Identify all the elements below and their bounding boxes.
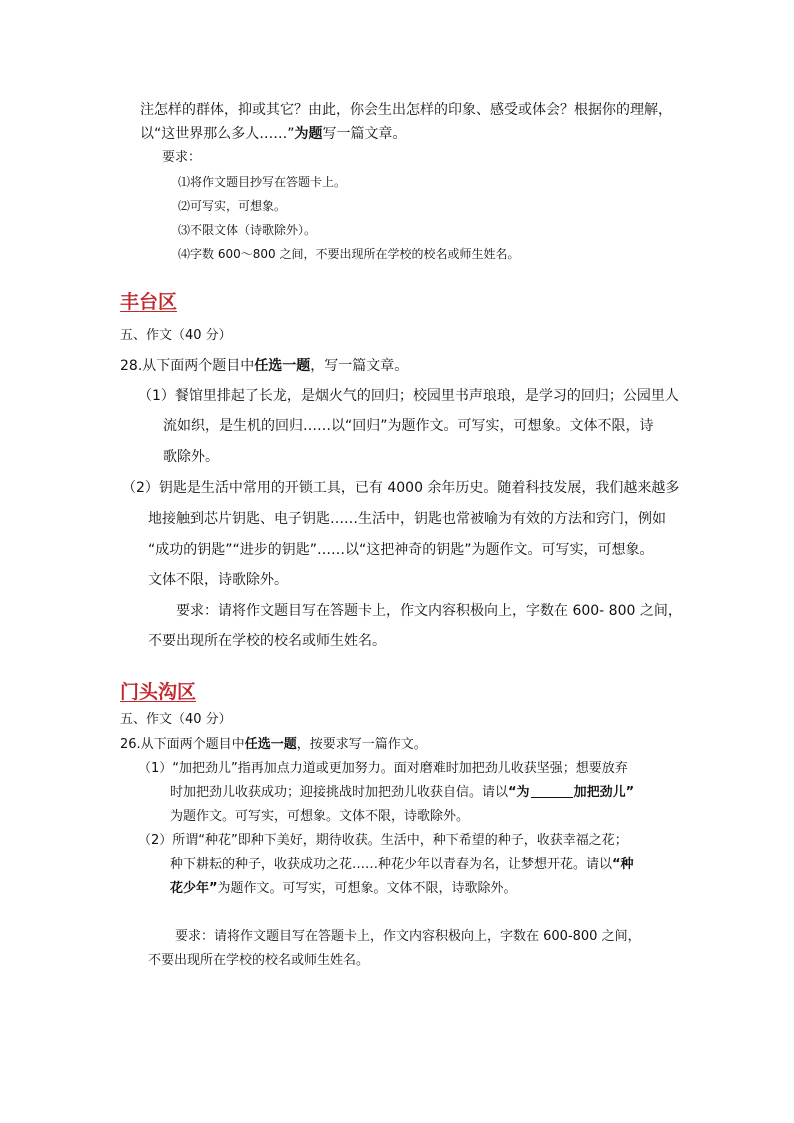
requirement-item: ⑴将作文题目抄写在答题卡上。 bbox=[178, 175, 347, 189]
part-title: 五、作文（40 分） bbox=[120, 328, 232, 343]
requirement-item: ⑵可写实，可想象。 bbox=[178, 199, 287, 213]
option-line: （2）所谓“种花”即种下美好，期待收获。生活中，种下希望的种子，收获幸福之花； bbox=[138, 833, 628, 848]
requirement-item: ⑷字数 600～800 之间，不要出现所在学校的校名或师生姓名。 bbox=[178, 247, 520, 261]
option-line: （2）钥匙是生活中常用的开锁工具，已有 4000 余年历史。随着科技发展，我们越来越多 bbox=[122, 480, 680, 496]
section-heading-fengtai: 丰台区 bbox=[120, 291, 178, 313]
option-line: 种下耕耘的种子，收获成功之花……种花少年以青春为名，让梦想开花。请以“种 bbox=[170, 857, 634, 872]
prompt-line: 以“这世界那么多人……”为题写一篇文章。 bbox=[140, 126, 407, 142]
requirements-line: 要求：请将作文题目写在答题卡上，作文内容积极向上，字数在 600-800 之间， bbox=[175, 929, 641, 944]
option-line: （1）“加把劲儿”指再加点力道或更加努力。面对磨难时加把劲儿收获坚强；想要放弃 bbox=[138, 761, 628, 776]
option-line: 花少年”为题作文。可写实，可想象。文体不限，诗歌除外。 bbox=[170, 881, 517, 896]
requirement-item: ⑶不限文体（诗歌除外）。 bbox=[178, 223, 317, 237]
requirements-line: 不要出现所在学校的校名或师生姓名。 bbox=[148, 633, 386, 649]
option-line: 时加把劲儿收获成功；迎接挑战时加把劲儿收获自信。请以“为 加把劲儿” bbox=[170, 785, 635, 800]
question-line: 28.从下面两个题目中任选一题，写一篇文章。 bbox=[120, 358, 409, 374]
prompt-line: 注怎样的群体，抑或其它？由此，你会生出怎样的印象、感受或体会？根据你的理解， bbox=[140, 102, 672, 118]
section-heading-mentougou: 门头沟区 bbox=[120, 681, 197, 703]
option-line: 歌除外。 bbox=[163, 449, 219, 465]
requirements-label: 要求： bbox=[162, 150, 202, 165]
requirements-line: 要求：请将作文题目写在答题卡上，作文内容积极向上，字数在 600- 800 之间， bbox=[176, 603, 682, 619]
fill-blank bbox=[531, 797, 573, 798]
option-line: 流如织，是生机的回归……以“回归”为题作文。可写实，可想象。文体不限，诗 bbox=[163, 418, 654, 434]
option-line: （1）餐馆里排起了长龙，是烟火气的回归；校园里书声琅琅，是学习的回归；公园里人 bbox=[138, 388, 679, 404]
option-line: “成功的钥匙”“进步的钥匙”……以“这把神奇的钥匙”为题作文。可写实，可想象。 bbox=[148, 542, 654, 558]
requirements-line: 不要出现所在学校的校名或师生姓名。 bbox=[148, 953, 370, 968]
part-title: 五、作文（40 分） bbox=[120, 712, 232, 727]
option-line: 文体不限，诗歌除外。 bbox=[148, 572, 288, 588]
option-line: 地接触到芯片钥匙、电子钥匙……生活中，钥匙也常被喻为有效的方法和窍门，例如 bbox=[148, 511, 666, 527]
option-line: 为题作文。可写实，可想象。文体不限，诗歌除外。 bbox=[170, 809, 470, 824]
question-line: 26.从下面两个题目中任选一题，按要求写一篇作文。 bbox=[120, 737, 427, 752]
